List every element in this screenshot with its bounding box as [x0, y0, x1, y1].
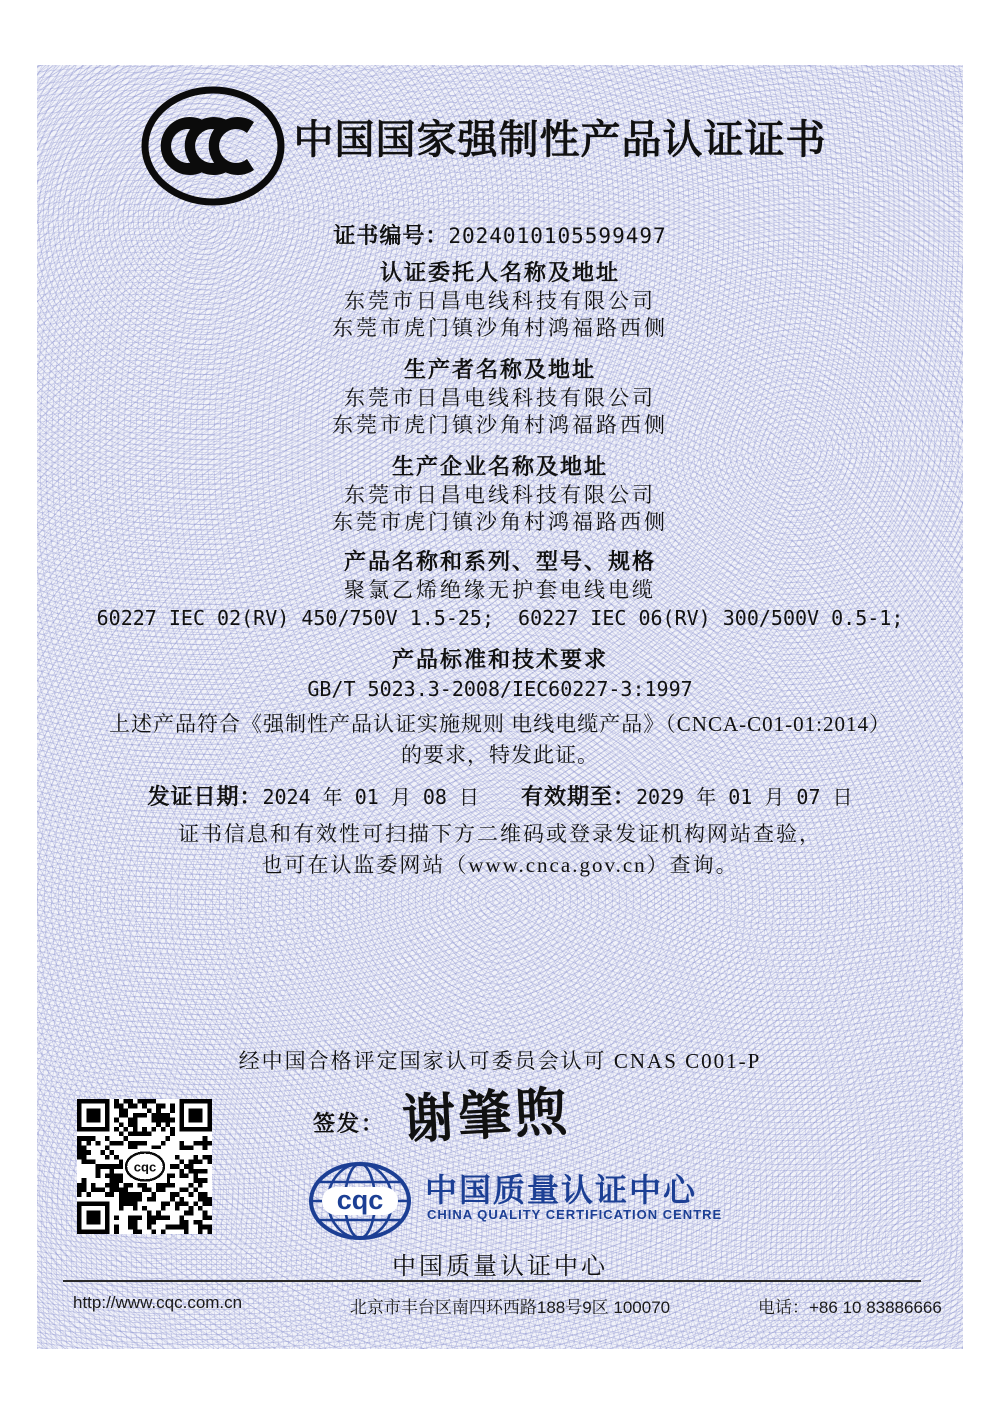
applicant-address: 东莞市虎门镇沙角村鸿福路西侧 — [332, 316, 668, 340]
standard-section — [0, 645, 1000, 703]
factory-name: 东莞市日昌电线科技有限公司 — [344, 483, 656, 507]
certificate-number-row — [0, 219, 1000, 250]
ccc-mark-icon — [138, 84, 288, 208]
producer-section — [0, 355, 1000, 439]
issuer-name: 中国质量认证中心 — [392, 1253, 608, 1280]
producer-address: 东莞市虎门镇沙角村鸿福路西侧 — [332, 413, 668, 437]
factory-address: 东莞市虎门镇沙角村鸿福路西侧 — [332, 510, 668, 534]
producer-header: 生产者名称及地址 — [403, 357, 596, 382]
product-models: 60227 IEC 02(RV) 450/750V 1.5-25; 60227 IEC 06(RV) 300/500V 0.5-1; — [96, 606, 904, 630]
applicant-header: 认证委托人名称及地址 — [379, 260, 620, 285]
factory-section — [0, 452, 1000, 536]
svg-text:cqc: cqc — [133, 1159, 157, 1174]
svg-text:cqc: cqc — [336, 1185, 384, 1215]
cqc-globe-icon — [308, 1161, 412, 1241]
qr-code — [77, 1099, 212, 1234]
statement-line-1: 上述产品符合《强制性产品认证实施规则 电线电缆产品》（CNCA-C01-01:2014） — [109, 712, 891, 736]
footer-url: http://www.cqc.com.cn — [73, 1293, 243, 1312]
certificate-title: 中国国家强制性产品认证证书 — [293, 118, 827, 162]
cqc-name-en: CHINA QUALITY CERTIFICATION CENTRE — [427, 1207, 723, 1222]
applicant-name: 东莞市日昌电线科技有限公司 — [344, 289, 656, 313]
issuer-signature: 谢肇煦 — [400, 1083, 572, 1151]
factory-header: 生产企业名称及地址 — [391, 454, 608, 479]
certificate-number-value: 2024010105599497 — [448, 224, 667, 248]
verify-line-1: 证书信息和有效性可扫描下方二维码或登录发证机构网站查验， — [178, 822, 822, 846]
footer-divider — [63, 1280, 921, 1282]
product-name: 聚氯乙烯绝缘无护套电线电缆 — [344, 578, 656, 602]
verify-line-2: 也可在认监委网站（www.cnca.gov.cn）查询。 — [261, 853, 739, 877]
product-header: 产品名称和系列、型号、规格 — [343, 549, 656, 574]
issue-date-value: 2024 年 01 月 08 日 — [262, 785, 479, 809]
applicant-section — [0, 258, 1000, 342]
producer-name: 东莞市日昌电线科技有限公司 — [344, 386, 656, 410]
valid-date-value: 2029 年 01 月 07 日 — [636, 785, 853, 809]
cqc-name-cn: 中国质量认证中心 — [425, 1172, 698, 1208]
qr-center-cqc-icon — [123, 1149, 167, 1183]
certificate-number-label: 证书编号： — [333, 223, 449, 248]
standard-value: GB/T 5023.3-2008/IEC60227-3:1997 — [307, 677, 693, 701]
valid-date-label: 有效期至： — [521, 784, 637, 809]
issue-date-label: 发证日期： — [147, 784, 263, 809]
accreditation-line: 经中国合格评定国家认可委员会认可 CNAS C001-P — [238, 1049, 762, 1073]
product-section — [0, 547, 1000, 632]
footer-phone: 电话：+86 10 83886666 — [758, 1298, 942, 1317]
verification-note — [0, 819, 1000, 881]
footer-address: 北京市丰台区南四环西路188号9区 100070 — [349, 1298, 671, 1317]
sign-label: 签发： — [313, 1111, 386, 1136]
standard-header: 产品标准和技术要求 — [391, 647, 608, 672]
statement-line-2: 的要求，特发此证。 — [401, 743, 599, 767]
conformity-statement — [0, 709, 1000, 771]
dates-row — [0, 780, 1000, 811]
